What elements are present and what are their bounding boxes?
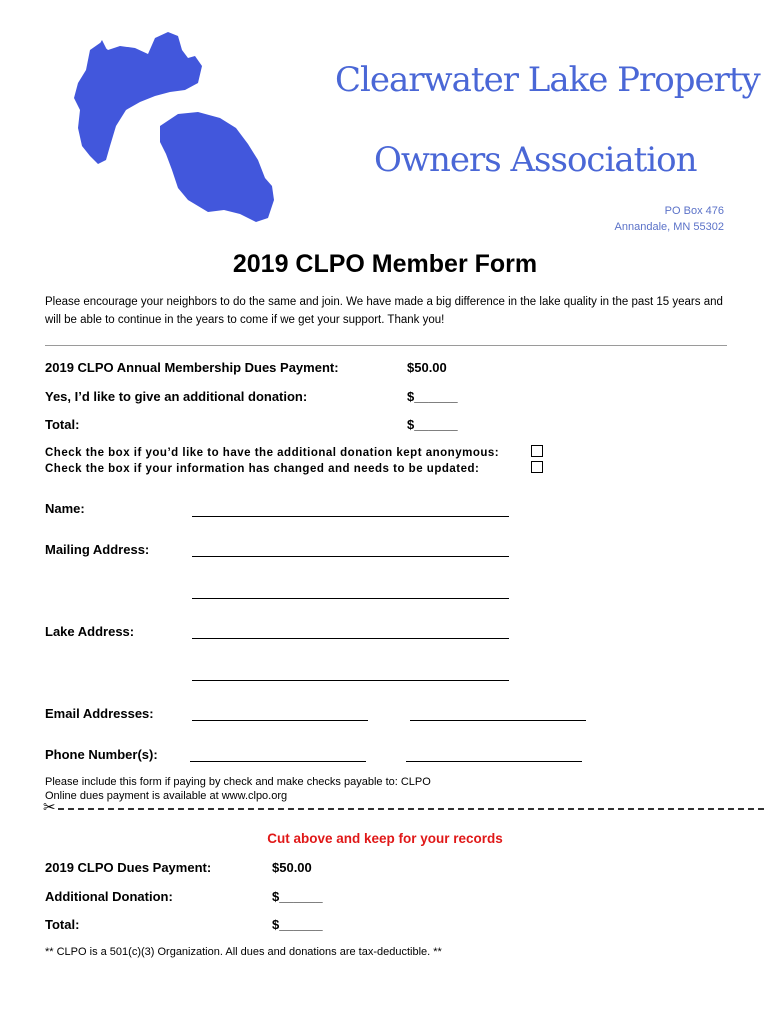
org-name-line1: Clearwater Lake Property [335, 60, 760, 100]
lake-map-icon [60, 28, 290, 228]
address-line1: PO Box 476 [664, 205, 724, 217]
online-payment-note: Online dues payment is available at www.clpo.org [45, 790, 288, 802]
lake-address-label: Lake Address: [45, 624, 135, 639]
mailing-address-label: Mailing Address: [45, 542, 150, 557]
annual-dues-label: 2019 CLPO Annual Membership Dues Payment: [45, 360, 339, 375]
lake-address-field-1[interactable] [192, 638, 509, 639]
receipt-donation-field[interactable]: $______ [272, 889, 323, 904]
receipt-dues-label: 2019 CLPO Dues Payment: [45, 860, 212, 875]
check-payable-note: Please include this form if paying by check and make checks payable to: CLPO [45, 776, 431, 788]
changed-checkbox[interactable] [531, 461, 543, 473]
lake-address-field-2[interactable] [192, 680, 509, 681]
name-label: Name: [45, 501, 85, 516]
phone-field-2[interactable] [406, 761, 582, 762]
phone-field-1[interactable] [190, 761, 366, 762]
scissors-icon: ✂ [43, 799, 56, 816]
cut-line [58, 808, 764, 810]
divider [45, 345, 727, 346]
phone-label: Phone Number(s): [45, 747, 158, 762]
tax-footer: ** CLPO is a 501(c)(3) Organization. All dues and donations are tax-deductible. ** [45, 946, 442, 958]
receipt-total-label: Total: [45, 917, 80, 932]
receipt-dues-value: $50.00 [272, 860, 312, 875]
total-label: Total: [45, 417, 80, 432]
donation-field[interactable]: $______ [407, 389, 458, 404]
intro-text: Please encourage your neighbors to do the same and join. We have made a big difference in the lake quality in the past 15 years and will be able to continue in the years to come if we get your support. Thank you! [45, 296, 723, 326]
name-field[interactable] [192, 516, 509, 517]
receipt-total-field[interactable]: $______ [272, 917, 323, 932]
email-field-2[interactable] [410, 720, 586, 721]
org-name-line2: Owners Association [374, 140, 697, 180]
anonymous-label: Check the box if you’d like to have the additional donation kept anonymous: [45, 447, 500, 459]
email-label: Email Addresses: [45, 706, 154, 721]
mailing-address-field-2[interactable] [192, 598, 509, 599]
email-field-1[interactable] [192, 720, 368, 721]
donation-label: Yes, I’d like to give an additional donation: [45, 389, 308, 404]
annual-dues-value: $50.00 [407, 360, 447, 375]
cut-instruction: Cut above and keep for your records [267, 831, 503, 846]
address-line2: Annandale, MN 55302 [614, 221, 724, 233]
anonymous-checkbox[interactable] [531, 445, 543, 457]
total-field[interactable]: $______ [407, 417, 458, 432]
receipt-donation-label: Additional Donation: [45, 889, 173, 904]
form-title: 2019 CLPO Member Form [232, 250, 538, 278]
changed-label: Check the box if your information has changed and needs to be updated: [45, 463, 480, 475]
mailing-address-field-1[interactable] [192, 556, 509, 557]
